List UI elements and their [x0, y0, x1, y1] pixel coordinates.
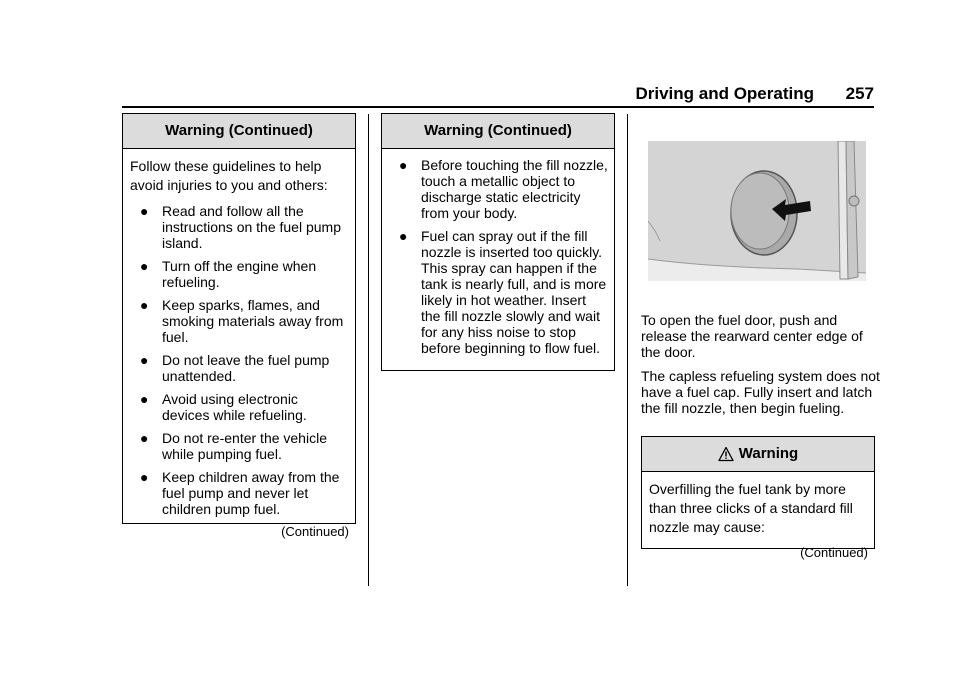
list-item: ● Keep sparks, flames, and smoking materials away from fuel. [140, 297, 344, 345]
warning-bullet-list [389, 157, 608, 356]
list-item: ● Before touching the fill nozzle, touch a metallic object to discharge static electricity from your body. [399, 157, 608, 221]
warning-box-title: Warning (Continued) [123, 114, 355, 149]
paragraph-open-fuel-door: To open the fuel door, push and release the rearward center edge of the door. [641, 312, 863, 360]
warning-box-col2 [381, 113, 615, 371]
fuel-door-instructions [641, 312, 881, 424]
continued-label: (Continued) [281, 524, 349, 539]
paragraph-capless-system: The capless refueling system does not have a fuel cap. Fully insert and latch the fill nozzle, then begin fueling. [641, 368, 880, 416]
list-item: ● Avoid using electronic devices while refueling. [140, 391, 307, 423]
list-item: ● Fuel can spray out if the fill nozzle is inserted too quickly. This spray can happen if the tank is nearly full, and is more likely in hot weather. Insert the fill nozzle slowly and wait for any hiss noise to stop before beginning to flow fuel. [399, 228, 607, 356]
warning-box-title: Warning [738, 445, 799, 462]
warning-box-col1 [122, 113, 356, 539]
list-item: ● Read and follow all the instructions on the fuel pump island. [140, 203, 341, 251]
column-divider-1 [368, 114, 369, 586]
list-item: ● Keep children away from the fuel pump and never let children pump fuel. [140, 469, 340, 517]
warning-box-header [642, 437, 874, 472]
warning-triangle-icon [718, 446, 734, 462]
warning-box-col3 [641, 436, 875, 560]
continued-label: (Continued) [800, 545, 868, 560]
column-divider-2 [627, 114, 628, 586]
page-number: 257 [845, 84, 874, 103]
fuel-door-illustration [648, 141, 866, 281]
warning-intro: Follow these guidelines to help avoid injuries to you and others: [130, 158, 328, 193]
page-header [122, 84, 874, 108]
section-title: Driving and Operating [635, 84, 814, 103]
warning-text: Overfilling the fuel tank by more than three clicks of a standard fill nozzle may cause: [649, 481, 853, 535]
list-item: ● Do not re-enter the vehicle while pumping fuel. [140, 430, 327, 462]
list-item: ● Do not leave the fuel pump unattended. [140, 352, 330, 384]
warning-bullet-list [130, 203, 349, 517]
list-item: ● Turn off the engine when refueling. [140, 258, 317, 290]
warning-box-title: Warning (Continued) [382, 114, 614, 149]
